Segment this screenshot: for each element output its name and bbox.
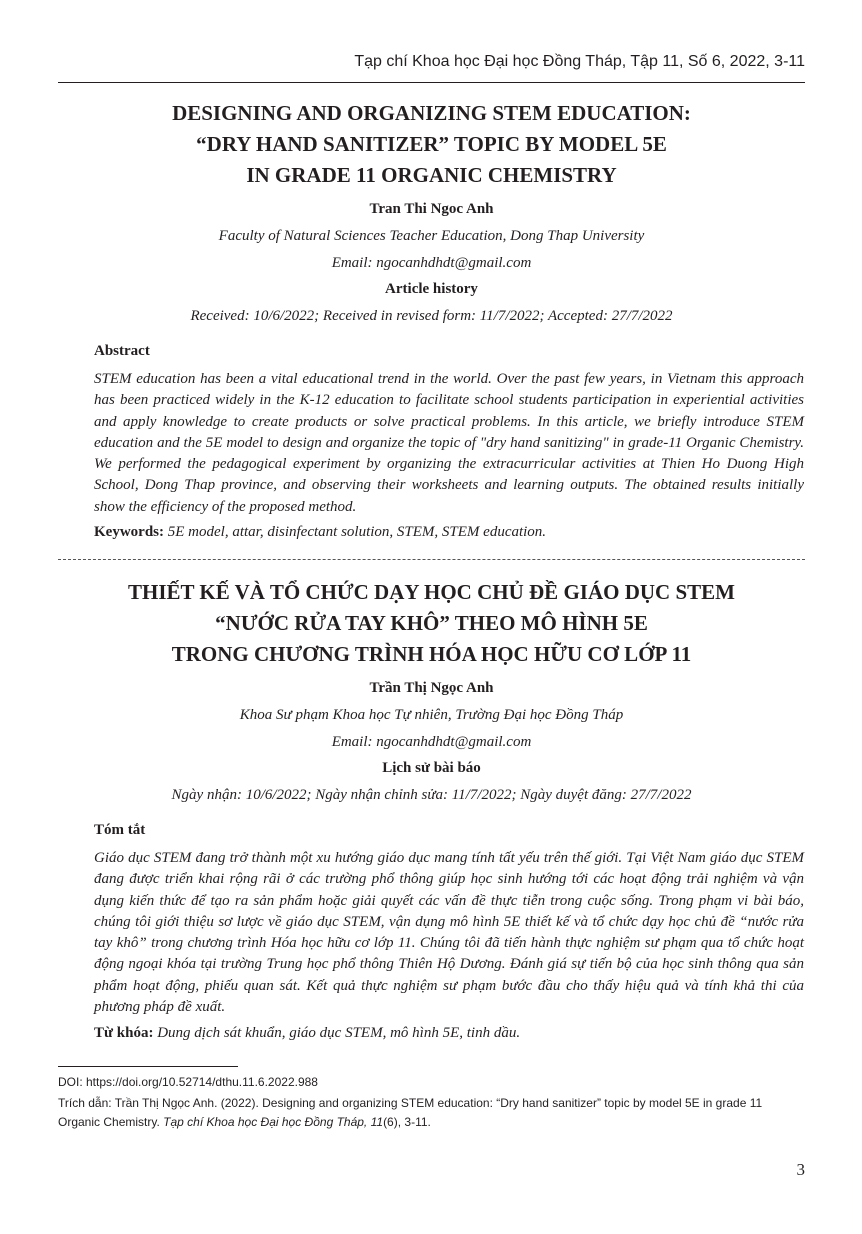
footnote-doi: DOI: https://doi.org/10.52714/dthu.11.6.2022.988 bbox=[58, 1075, 318, 1089]
vietnamese-abstract-heading: Tóm tắt bbox=[94, 822, 146, 838]
vietnamese-title-line: TRONG CHƯƠNG TRÌNH HÓA HỌC HỮU CƠ LỚP 11 bbox=[171, 642, 692, 666]
vietnamese-keywords-list: Dung dịch sát khuẩn, giáo dục STEM, mô hình 5E, tinh dầu. bbox=[157, 1025, 521, 1041]
english-email: Email: ngocanhdhdt@gmail.com bbox=[331, 255, 532, 271]
english-history: Received: 10/6/2022; Received in revised form: 11/7/2022; Accepted: 27/7/2022 bbox=[190, 308, 673, 324]
english-affiliation: Faculty of Natural Sciences Teacher Education, Dong Thap University bbox=[218, 228, 645, 244]
vietnamese-title-line: “NƯỚC RỬA TAY KHÔ” THEO MÔ HÌNH 5E bbox=[215, 611, 648, 635]
vietnamese-affiliation: Khoa Sư phạm Khoa học Tự nhiên, Trường Đại học Đồng Tháp bbox=[239, 707, 624, 723]
vietnamese-history: Ngày nhận: 10/6/2022; Ngày nhận chỉnh sửa: 11/7/2022; Ngày duyệt đăng: 27/7/2022 bbox=[171, 787, 692, 803]
english-author: Tran Thi Ngoc Anh bbox=[369, 201, 494, 217]
vietnamese-author: Trần Thị Ngọc Anh bbox=[369, 680, 494, 696]
footnote-citation bbox=[58, 1094, 806, 1132]
english-keywords bbox=[94, 524, 546, 541]
english-title-line: “DRY HAND SANITIZER” TOPIC BY MODEL 5E bbox=[196, 132, 667, 156]
vietnamese-abstract: Giáo dục STEM đang trở thành một xu hướng giáo dục mang tính tất yếu trên thế giới. Tại Việt Nam giáo dục STEM đang được triển khai rộng rãi ở các trường phổ thông giúp học sinh hướng tới các hoạt động trải nghiệm và vận dụng kiến thức để tạo ra sản phẩm hoặc giải quyết các vấn đề thực tiễn trong cuộc sống. Trong phạm vi bài báo, chúng tôi giới thiệu sơ lược về giáo dục STEM, vận dụng mô hình 5E thiết kế và tổ chức dạy học chủ đề “nước rửa tay khô” trong chương trình Hóa học hữu cơ lớp 11. Chúng tôi đã tiến hành thực nghiệm sư phạm qua tổ chức hoạt động ngoại khóa tại trường Trung học phổ thông Thiên Hộ Dương. Đánh giá sự tiến bộ của học sinh thông qua sản phẩm hoạt động, phiếu quan sát. Kết quả thực nghiệm sư phạm bước đầu cho thấy hiệu quả và tính khả thi của phương pháp đề xuất. bbox=[94, 850, 804, 1016]
vietnamese-keywords-label: Từ khóa: bbox=[94, 1025, 154, 1041]
english-keywords-label: Keywords: bbox=[94, 524, 164, 540]
english-abstract-heading: Abstract bbox=[94, 343, 150, 359]
vietnamese-email: Email: ngocanhdhdt@gmail.com bbox=[331, 734, 532, 750]
footnote-rule bbox=[58, 1066, 238, 1067]
english-history-heading: Article history bbox=[385, 281, 478, 297]
running-header: Tạp chí Khoa học Đại học Đồng Tháp, Tập 11, Số 6, 2022, 3-11 bbox=[354, 53, 805, 70]
vietnamese-keywords bbox=[94, 1025, 520, 1042]
citation-journal: Tạp chí Khoa học Đại học Đồng Tháp, 11 bbox=[163, 1115, 384, 1129]
section-divider bbox=[58, 559, 805, 560]
vietnamese-history-heading: Lịch sử bài báo bbox=[382, 760, 481, 776]
header-rule bbox=[58, 82, 805, 83]
vietnamese-title bbox=[58, 577, 805, 670]
english-abstract: STEM education has been a vital educational trend in the world. Over the past few years, in Vietnam this approach has been practiced widely in the K-12 education to facilitate school students participation in experiential activities and apply knowledge to create products or solve practical problems. In this article, we briefly introduce STEM education and the 5E model to design and organize the topic of "dry hand sanitizing" in grade-11 Organic Chemistry. We performed the pedagogical experiment by organizing the extracurricular activities at Thien Ho Duong High School, Dong Thap province, and observing their worksheets and learning outputs. The obtained results initially show the efficiency of the proposed method. bbox=[94, 371, 804, 515]
english-title-line: IN GRADE 11 ORGANIC CHEMISTRY bbox=[246, 163, 617, 187]
english-title bbox=[58, 98, 805, 191]
citation-text: Trích dẫn: Trần Thị Ngọc Anh. (2022). Designing and organizing STEM education: “Dry hand sanitizer” topic by model 5E in grade 11 Organic Chemistry. bbox=[58, 1096, 763, 1129]
english-title-line: DESIGNING AND ORGANIZING STEM EDUCATION: bbox=[172, 101, 691, 125]
page-number: 3 bbox=[796, 1160, 805, 1179]
english-keywords-list: 5E model, attar, disinfectant solution, STEM, STEM education. bbox=[167, 524, 547, 540]
vietnamese-title-line: THIẾT KẾ VÀ TỔ CHỨC DẠY HỌC CHỦ ĐỀ GIÁO DỤC STEM bbox=[128, 580, 735, 604]
citation-issue: (6), 3-11. bbox=[383, 1115, 431, 1129]
